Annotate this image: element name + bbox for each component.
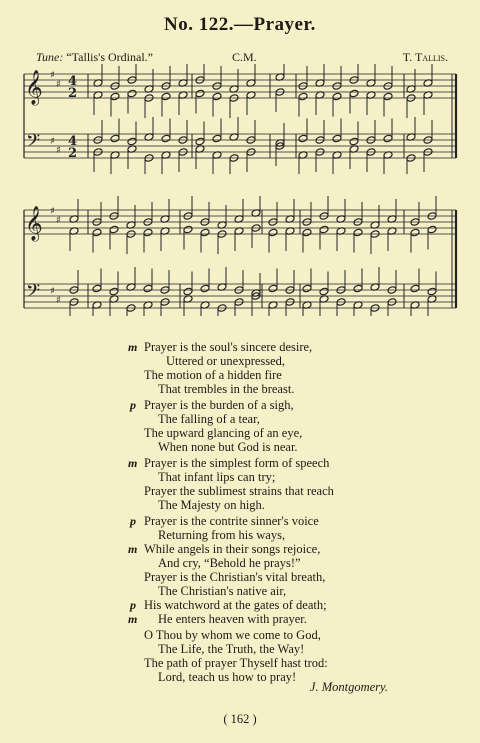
note-head [127,89,137,98]
verse-line: Prayer is the simplest form of speech [144,456,330,470]
verse-line: That infant lips can try; [158,470,276,484]
note-head [349,137,359,146]
note-head [332,92,342,101]
music-system-1 [0,64,480,174]
note-head [349,89,359,98]
time-signature: 4 [68,74,78,89]
verse-line: Prayer is the burden of a sigh, [144,398,294,412]
sharp-sign: ♯ [50,70,55,81]
time-signature: 2 [68,146,78,161]
dynamic-mark: m [128,340,138,354]
note-head [110,134,120,143]
note-head [427,225,437,234]
treble-clef: 𝄞 [25,70,43,105]
note-head [427,287,437,296]
note-head [410,228,420,237]
note-head [410,284,420,293]
note-head [298,92,308,101]
note-head [195,137,205,146]
note-head [383,134,393,143]
bass-clef: 𝄢 [26,131,41,156]
note-head [127,137,137,146]
verse-line: The upward glancing of an eye, [144,426,303,440]
verse-line: The falling of a tear, [158,412,260,426]
tune-label [36,50,153,65]
verse-line: Prayer is the contrite sinner's voice [144,514,319,528]
note-head [302,284,312,293]
note-head [183,225,193,234]
note-head [319,287,329,296]
dynamic-mark: m [128,456,138,470]
verse-line: Uttered or unexpressed, [166,354,286,368]
dynamic-mark: p [130,598,136,612]
verse-line: That trembles in the breast. [158,382,295,396]
verse-line: Prayer the sublimest strains that reach [144,484,334,498]
verse-line: The motion of a hidden fire [144,368,282,382]
verse-line: The Christian's native air, [158,584,287,598]
verse-line: The Life, the Truth, the Way! [158,642,305,656]
time-signature: 4 [68,134,78,149]
note-head [353,228,363,237]
sharp-sign: ♯ [56,145,61,156]
sharp-sign: ♯ [56,295,61,306]
hymn-title: No. 122.—Prayer. [164,14,316,35]
sharp-sign: ♯ [50,206,55,217]
dynamic-mark: p [130,398,136,412]
dynamic-mark-2: m [128,612,138,626]
note-head [353,284,363,293]
tune-prefix: Tune: [36,50,64,64]
verse-line: The Majesty on high. [158,498,265,512]
note-head [200,228,210,237]
meter: C.M. [232,50,257,64]
verse-line: His watchword at the gates of death; [144,598,327,612]
verse-line: He enters heaven with prayer. [158,612,307,626]
tune-name: “Tallis's Ordinal.” [66,50,153,64]
time-signature: 2 [68,86,78,101]
sharp-sign: ♯ [50,136,55,147]
verse-line: And cry, “Behold he prays!” [158,556,301,570]
verse-line: O Thou by whom we come to God, [144,628,321,642]
note-head [143,284,153,293]
verse-line: When none but God is near. [158,440,298,454]
verse-line: Prayer is the soul's sincere desire, [144,340,313,354]
note-head [161,92,171,101]
dynamic-mark: p [130,514,136,528]
sharp-sign: ♯ [50,286,55,297]
dynamic-mark-2: m [128,542,138,556]
verse-line: Returning from his ways, [158,528,286,542]
note-head [110,92,120,101]
music-system-2 [0,196,480,316]
note-head [319,225,329,234]
verse-line: The path of prayer Thyself hast trod: [144,656,328,670]
verse-line: Prayer is the Christian's vital breath, [144,570,326,584]
note-head [109,287,119,296]
note-head [183,287,193,296]
note-head [268,284,278,293]
note-head [212,92,222,101]
note-head [195,89,205,98]
note-head [298,134,308,143]
note-head [92,228,102,237]
sharp-sign: ♯ [56,215,61,226]
author: J. Montgomery. [309,680,388,694]
verse-line: Lord, teach us how to pray! [158,670,297,684]
note-head [109,225,119,234]
note-head [332,134,342,143]
note-head [161,134,171,143]
note-head [212,134,222,143]
sharp-sign: ♯ [56,79,61,90]
composer: T. Tallis. [402,50,448,64]
note-head [200,284,210,293]
page-number: ( 162 ) [223,712,257,726]
note-head [383,92,393,101]
verse-line: While angels in their songs rejoice, [144,542,321,556]
treble-clef: 𝄞 [25,206,43,241]
note-head [302,228,312,237]
note-head [268,228,278,237]
note-head [92,284,102,293]
bass-clef: 𝄢 [26,281,41,306]
note-head [143,228,153,237]
